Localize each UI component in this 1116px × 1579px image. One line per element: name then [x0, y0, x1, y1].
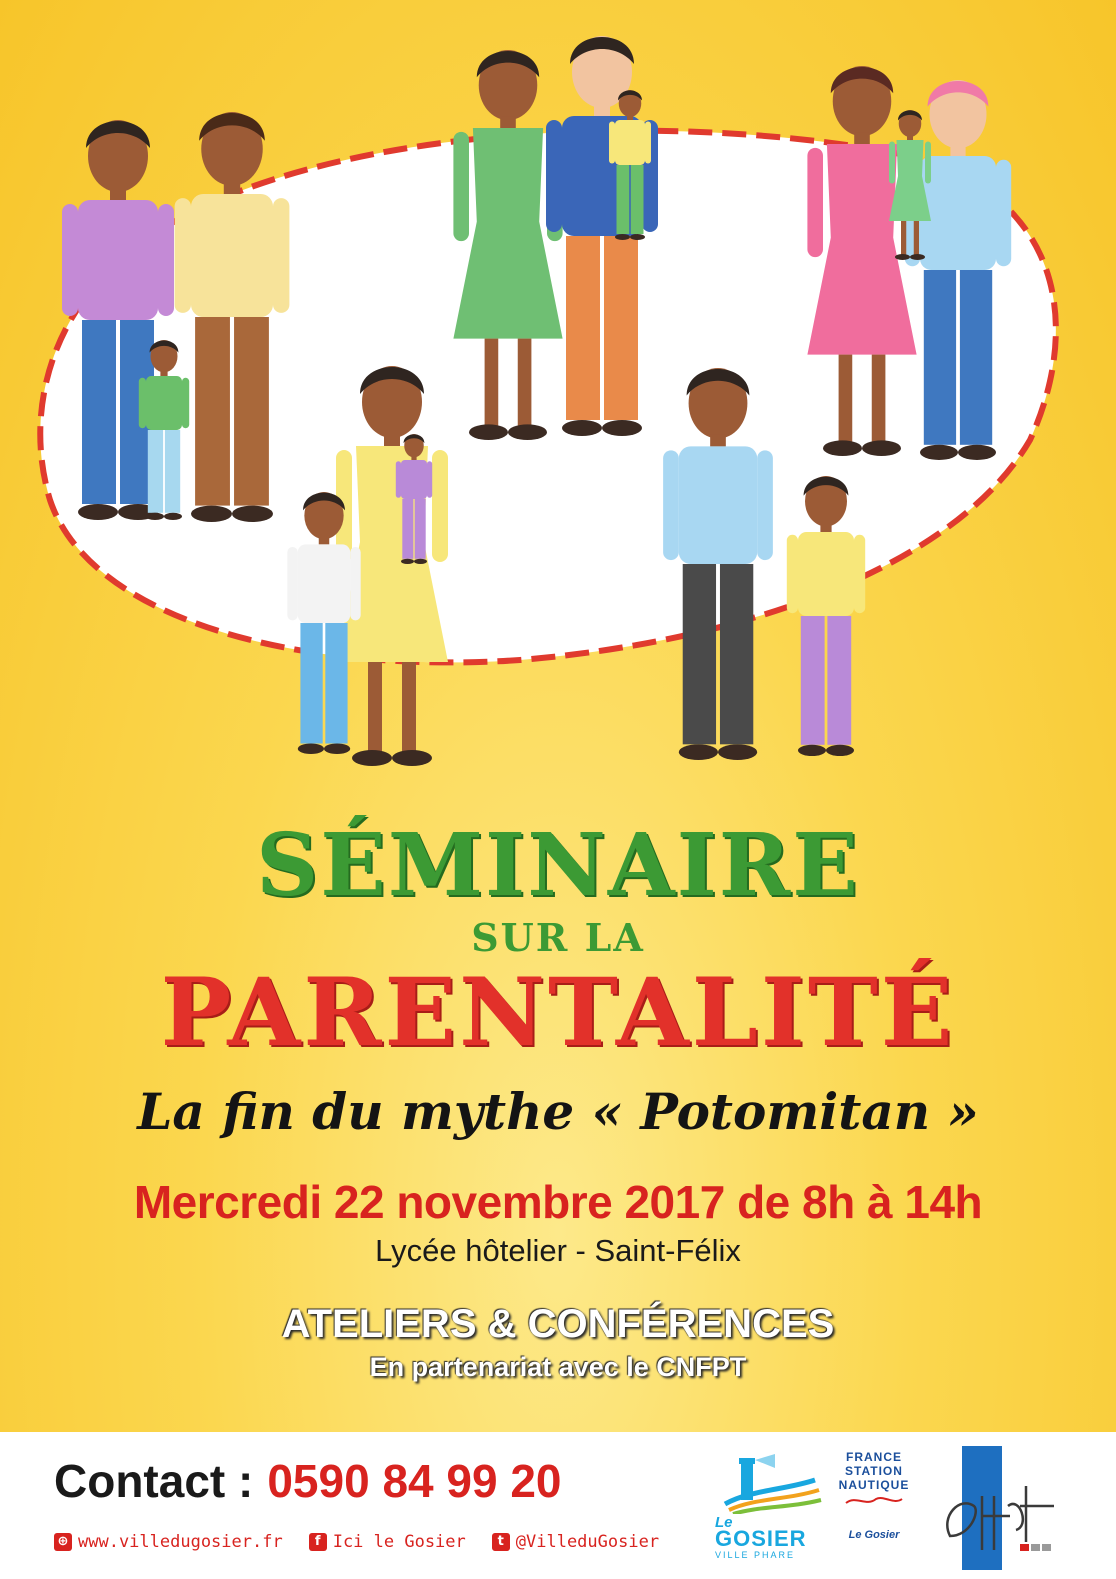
- cnfpt-mark: [930, 1446, 1070, 1570]
- gosier-le: Le: [715, 1514, 733, 1531]
- logo-le-gosier: [715, 1450, 825, 1570]
- logo-cnfpt: [930, 1446, 1070, 1570]
- facebook-icon: f: [309, 1533, 327, 1551]
- facebook-link[interactable]: [309, 1532, 466, 1552]
- gosier-name: GOSIER: [715, 1526, 807, 1551]
- footer: [0, 1432, 1116, 1579]
- contact-label: Contact :: [54, 1455, 254, 1507]
- wave-icon: [844, 1495, 904, 1507]
- logo-france-station-nautique: [838, 1450, 910, 1570]
- website-icon: ⊕: [54, 1533, 72, 1551]
- lighthouse-icon: [715, 1450, 825, 1514]
- website-link[interactable]: [54, 1532, 283, 1552]
- event-date: Mercredi 22 novembre 2017 de 8h à 14h: [133, 1176, 983, 1228]
- twitter-link[interactable]: [492, 1532, 659, 1552]
- facebook-text: Ici le Gosier: [332, 1532, 466, 1552]
- title-parentalite: PARENTALITÉ: [160, 958, 956, 1068]
- fsn-town: Le Gosier: [848, 1529, 900, 1541]
- gosier-tagline: VILLE PHARE: [715, 1550, 796, 1560]
- social-links: [54, 1532, 685, 1552]
- title-seminaire: SÉMINAIRE: [256, 815, 860, 916]
- fsn-line1: FRANCE: [846, 1450, 902, 1464]
- title-sur-la: SUR LA: [471, 915, 645, 960]
- fsn-line3: NAUTIQUE: [838, 1478, 910, 1492]
- event-venue: Lycée hôtelier - Saint-Félix: [375, 1233, 741, 1268]
- event-partnership: En partenariat avec le CNFPT: [369, 1352, 747, 1382]
- twitter-text: @VilleduGosier: [515, 1532, 660, 1552]
- event-program: ATELIERS & CONFÉRENCES: [281, 1302, 835, 1346]
- website-text: www.villedugosier.fr: [78, 1532, 283, 1552]
- twitter-icon: t: [492, 1533, 510, 1551]
- contact-line: [54, 1454, 562, 1508]
- fsn-line2: STATION: [845, 1464, 903, 1478]
- subtitle-mythe: La fin du mythe « Potomitan »: [137, 1082, 979, 1141]
- contact-phone[interactable]: 0590 84 99 20: [267, 1455, 562, 1507]
